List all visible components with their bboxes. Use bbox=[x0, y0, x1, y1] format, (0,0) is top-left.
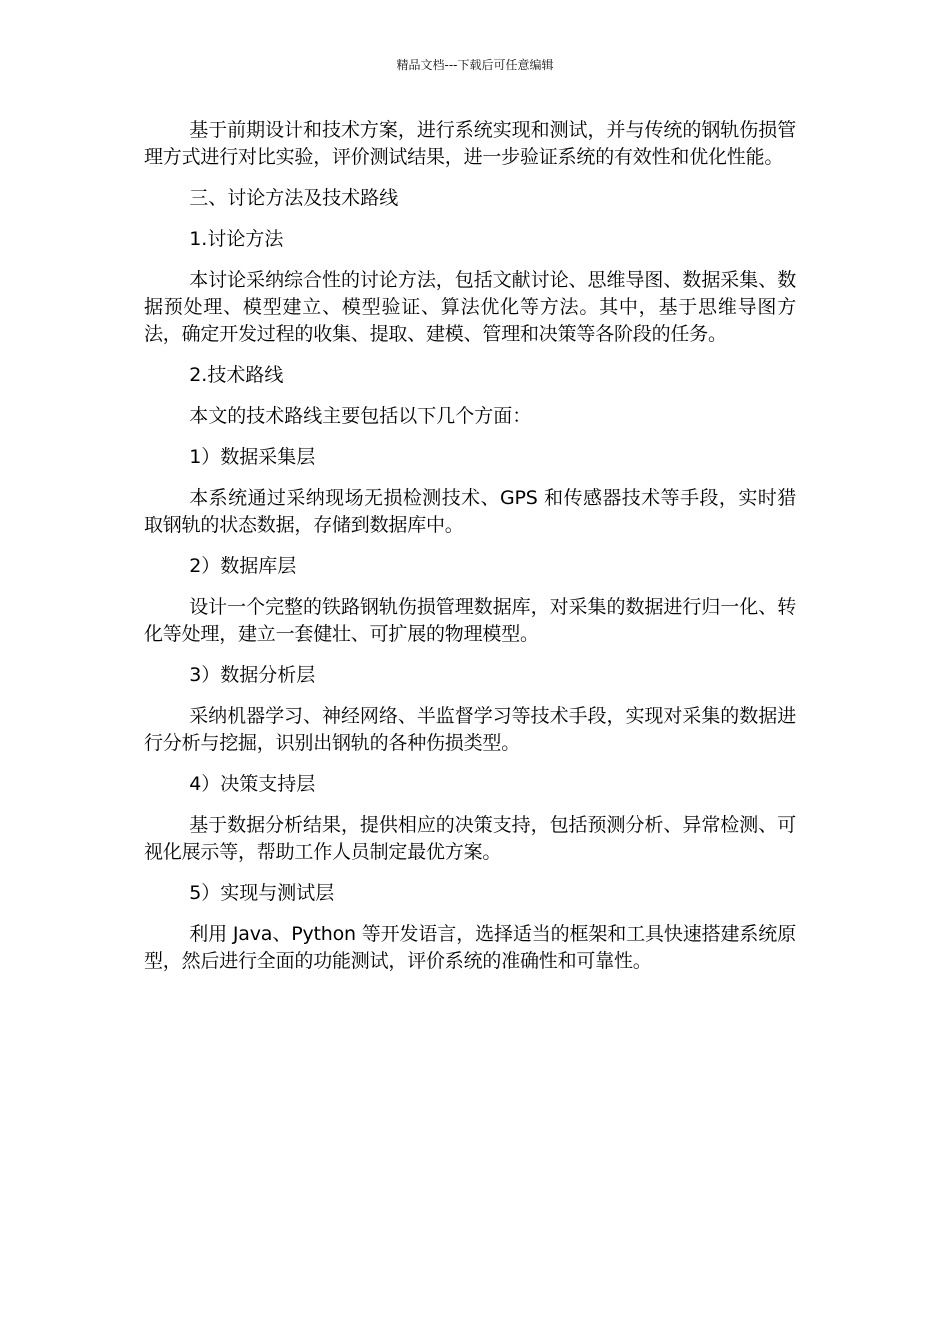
layer-heading-data-analysis: 3）数据分析层 bbox=[189, 664, 316, 686]
paragraph-decision-support: 基于数据分析结果，提供相应的决策支持，包括预测分析、异常检测、可视化展示等，帮助工作人员制定最优方案。 bbox=[144, 814, 796, 863]
document-body bbox=[144, 117, 796, 989]
page-header: 精品文档---下载后可任意编辑 bbox=[396, 58, 554, 72]
subheading-technical-route: 2.技术路线 bbox=[189, 364, 284, 386]
subheading-research-method: 1.讨论方法 bbox=[189, 228, 284, 250]
paragraph-research-method: 本讨论采纳综合性的讨论方法，包括文献讨论、思维导图、数据采集、数据预处理、模型建立、模型验证、算法优化等方法。其中，基于思维导图方法，确定开发过程的收集、提取、建模、管理和决策等各阶段的任务。 bbox=[144, 269, 796, 345]
layer-heading-decision-support: 4）决策支持层 bbox=[189, 773, 316, 795]
paragraph-database: 设计一个完整的铁路钢轨伤损管理数据库，对采集的数据进行归一化、转化等处理，建立一套健壮、可扩展的物理模型。 bbox=[144, 596, 796, 645]
layer-heading-implementation-testing: 5）实现与测试层 bbox=[189, 882, 335, 904]
paragraph-implementation-testing: 基于前期设计和技术方案，进行系统实现和测试，并与传统的钢轨伤损管理方式进行对比实验，评价测试结果，进一步验证系统的有效性和优化性能。 bbox=[144, 119, 796, 168]
paragraph-implementation-testing-layer: 利用 Java、Python 等开发语言，选择适当的框架和工具快速搭建系统原型，然后进行全面的功能测试，评价系统的准确性和可靠性。 bbox=[144, 923, 796, 972]
section-heading-methods-route: 三、讨论方法及技术路线 bbox=[189, 187, 399, 209]
layer-heading-data-collection: 1）数据采集层 bbox=[189, 446, 316, 468]
paragraph-data-collection: 本系统通过采纳现场无损检测技术、GPS 和传感器技术等手段，实时猎取钢轨的状态数据，存储到数据库中。 bbox=[144, 487, 796, 536]
layer-heading-database: 2）数据库层 bbox=[189, 555, 297, 577]
paragraph-data-analysis: 采纳机器学习、神经网络、半监督学习等技术手段，实现对采集的数据进行分析与挖掘，识别出钢轨的各种伤损类型。 bbox=[144, 705, 796, 754]
paragraph-route-intro: 本文的技术路线主要包括以下几个方面： bbox=[189, 405, 532, 427]
